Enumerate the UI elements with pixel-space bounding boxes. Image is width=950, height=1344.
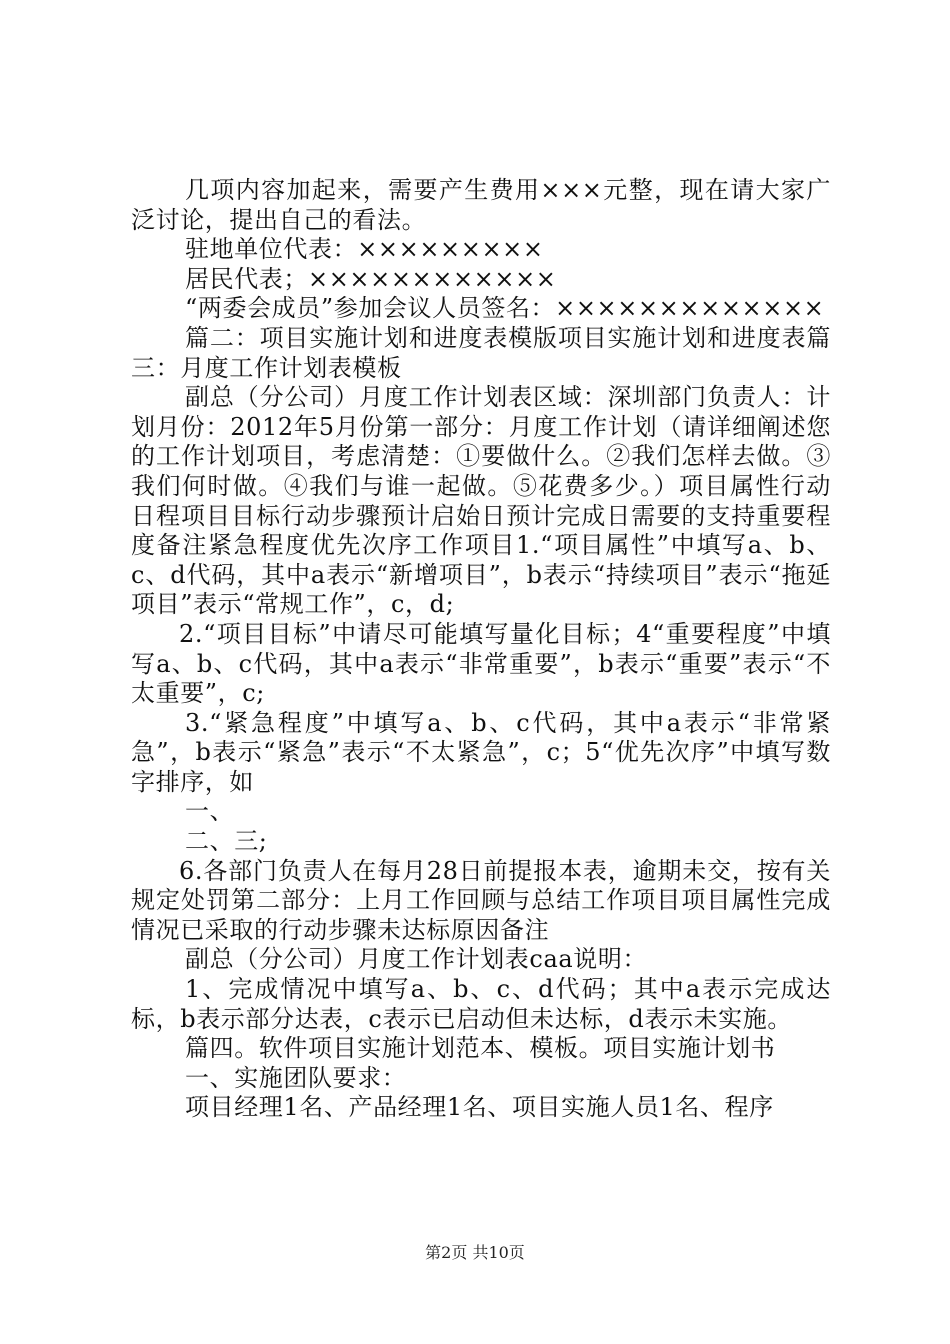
- paragraph-item-2: 2.“项目目标”中请尽可能填写量化目标；4“重要程度”中填写a、b、c代码，其中a表示“非常重要”，b表示“重要”表示“不太重要”，c;: [131, 619, 831, 708]
- paragraph-chapter-two-three: 篇二：项目实施计划和进度表模版项目实施计划和进度表篇三：月度工作计划表模板: [131, 323, 831, 382]
- paragraph-list-one: 一、: [185, 797, 235, 826]
- page-number-footer: 第2页 共10页: [425, 1243, 525, 1262]
- paragraph-monthly-plan: 副总（分公司）月度工作计划表区域：深圳部门负责人：计划月份：2012年5月份第一部分：月度工作计划（请详细阐述您的工作计划项目，考虑清楚：①要做什么。②我们怎样去做。③我们何时做。④我们与谁一起做。⑤花费多少。）项目属性行动日程项目目标行动步骤预计启始日预计完成日需要的支持重要程度备注紧急程度优先次序工作项目1.“项目属性”中填写a、b、c、d代码，其中a表示“新增项目”，b表示“持续项目”表示“拖延项目”表示“常规工作”，c，d;: [131, 383, 831, 619]
- paragraph-signatures: “两委会成员”参加会议人员签名：×××××××××××××: [185, 294, 825, 323]
- paragraph-cost-discussion: 几项内容加起来，需要产生费用×××元整，现在请大家广泛讨论，提出自己的看法。: [131, 176, 831, 234]
- paragraph-resident-representative: 居民代表；××××××××××××: [185, 264, 557, 293]
- paragraph-chapter-four: 篇四。软件项目实施计划范本、模板。项目实施计划书: [185, 1034, 776, 1063]
- document-body: [131, 176, 831, 1123]
- paragraph-completion-codes: 1、完成情况中填写a、b、c、d代码；其中a表示完成达标，b表示部分达表，c表示已启动但未达标，d表示未实施。: [131, 975, 831, 1033]
- paragraph-plan-explanation: 副总（分公司）月度工作计划表caa说明：: [185, 945, 648, 974]
- paragraph-item-3: 3.“紧急程度”中填写a、b、c代码，其中a表示“非常紧急”，b表示“紧急”表示“不太紧急”，c；5“优先次序”中填写数字排序，如: [131, 708, 831, 796]
- paragraph-list-two-three: 二、三;: [185, 827, 268, 856]
- paragraph-unit-representative: 驻地单位代表：×××××××××: [185, 235, 544, 264]
- paragraph-item-6: 6.各部门负责人在每月28日前提报本表，逾期未交，按有关规定处罚第二部分：上月工作回顾与总结工作项目项目属性完成情况已采取的行动步骤未达标原因备注: [131, 856, 831, 944]
- paragraph-team-members: 项目经理1名、产品经理1名、项目实施人员1名、程序: [185, 1093, 774, 1122]
- paragraph-team-requirements: 一、实施团队要求：: [185, 1063, 407, 1092]
